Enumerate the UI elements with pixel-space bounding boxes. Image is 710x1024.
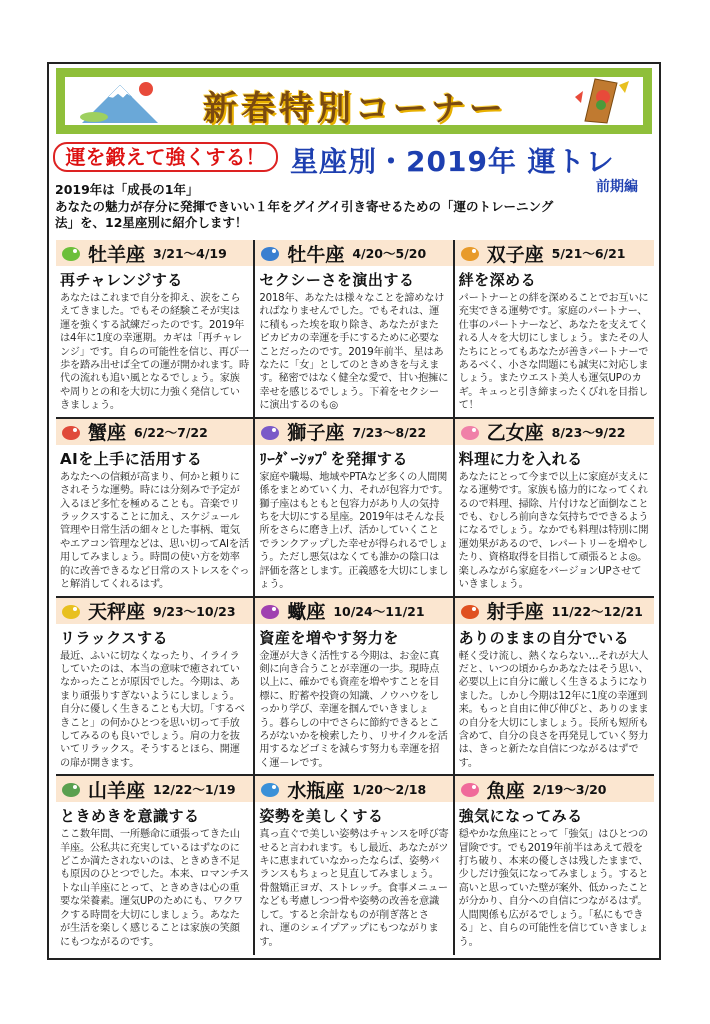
zodiac-theme: 再チャレンジする [60,271,183,289]
zodiac-icon [459,243,481,263]
zodiac-dates: 6/22〜7/22 [134,424,208,440]
zodiac-icon [60,422,82,442]
zodiac-icon [459,779,481,799]
zodiac-sign-name: 乙女座 [486,422,544,445]
zodiac-theme: 絆を深める [458,271,537,289]
zodiac-cell [455,419,654,598]
zodiac-body: 2018年、あなたは様々なことを諦めなければなりませんでした。でもそれは、運に積もった埃を取り除き、あなたがまたピカピカの幸運を手にするために必要なことだったのです。2019年前半、星はあなたに「女」としてのときめきを与えます。秘密ではなく健全な愛で、甘い抱擁に幸せを感じるでしょう。下着をセクシーに演出するのも◎ [259,293,449,412]
zodiac-cell [56,598,255,777]
banner-inner [65,77,643,129]
zodiac-header [56,776,253,802]
zodiac-cell [255,240,454,419]
zodiac-icon [60,601,82,621]
zodiac-dates: 5/21〜6/21 [551,246,626,261]
zodiac-body: 穏やかな魚座にとって「強気」はひとつの冒険です。でも2019年前半はあえて殻を打ち破り、本来の優しさは残したままで、少しだけ強気になってみましょう。すると高いと思っていた壁が案外、低かったことが分かり、自分への自信につながるはず。人間関係も広がるでしょう。「私にもできる」と、自らの可能性を信じていきましょう。 [458,829,649,948]
zodiac-sign-name: 牡羊座 [88,243,146,266]
zodiac-sign-name: 蠍座 [287,601,326,623]
subtitle-left: 運を鍛えて強くする！ [53,142,278,172]
zodiac-icon [60,779,82,799]
zodiac-body: 真っ直ぐで美しい姿勢はチャンスを呼び寄せると言われます。もし最近、あなたがツキに恵まれていなかったならば、姿勢バランスもちょっと見直してみましょう。骨盤矯正ヨガ、ストレッチ。食事メニューなども考慮しつつ骨や姿勢の改善を意識して。すると余計なものが削ぎ落とされ、運のシェイプアップにもつながります。 [259,829,449,948]
zodiac-dates: 4/20〜5/20 [352,246,427,261]
zodiac-theme: ときめきを意識する [60,807,200,826]
zodiac-icon [60,243,82,263]
zodiac-header [455,776,654,802]
zodiac-body: あなたへの信頼が高まり、何かと頼りにされそうな運勢。時には分刻みで予定が入るほど多忙を極めることも。音楽でリラックスすることに加え、スケジュール管理や日常生活の細々とした事柄、電気やエアコン管理などは、思い切ってAIを活用してみましょう。時間の使い方を効率的に改善できるなど日常のストレスをぐっと解消してくれるはず。 [60,471,250,590]
intro-line-2: あなたの魅力が存分に発揮できいい１年をグイグイ引き寄せるための「運のトレーニング [55,198,554,214]
zodiac-cell [255,419,454,598]
zodiac-theme: セクシーさを演出する [259,271,415,289]
zodiac-dates: 12/22〜1/19 [153,782,236,798]
intro-line-3: 法」を、12星座別に紹介します！ [55,215,248,230]
zodiac-header [56,598,253,624]
zodiac-header [255,776,452,802]
zodiac-header [56,240,253,266]
subtitle-tag: 前期編 [596,179,638,195]
zodiac-header [56,419,253,445]
zodiac-dates: 3/21〜4/19 [153,246,227,261]
zodiac-sign-name: 牡牛座 [287,243,345,266]
zodiac-header [255,240,452,266]
zodiac-cell [56,419,255,598]
zodiac-body: 家庭や職場、地域やPTAなど多くの人間関係をまとめていく力、それが包容力です。獅子座はもともと包容力があり人の気持ちを大切にする星座。2019年はそんな長所をさらに磨き上げ、活かしていくことでランクアップした幸せが得られるでしょう。ただし悪気はなくても誰かの陰口は評価を落とします。正義感を大切にしましょう。 [259,471,449,590]
zodiac-body: 金運が大きく活性する今期は、お金に真剣に向き合うことが幸運の一歩。現時点以上に、確かでも資産を増やすことを目標に、貯蓄や投資の知識、ノウハウをしっかり学び、幸運を掴んでいきましょう。暮らしの中でさらに節約できるところがないかを検索したり、リサイクルを活用するなどゴミを減らす努力も幸運を招く運－レです。 [259,650,448,769]
zodiac-body: パートナーとの絆を深めることでお互いに充実できる運勢です。家庭のパートナー、仕事のパートナーなど、あなたを支えてくれる人々を大切にしましょう。またその人たちにとってもあなたが善きパートナーであるべく、小さな問題にも誠実に対応しましょう。またウエスト美人も運気UPのカギ。キュっと引き締まったくびれを目指して！ [458,293,649,412]
zodiac-icon [259,779,281,799]
zodiac-sign-name: 山羊座 [88,779,146,802]
intro [55,182,655,232]
zodiac-theme: 料理に力を入れる [458,449,583,468]
zodiac-theme: 姿勢を美しくする [259,807,384,826]
zodiac-theme: ﾘｰﾀﾞｰｼｯﾌﾟを発揮する [259,449,408,468]
zodiac-dates: 1/20〜2/18 [352,782,427,798]
zodiac-dates: 11/22〜12/21 [551,603,643,619]
mount-fuji-icon [80,79,160,123]
zodiac-body: 最近、ふいに切なくなったり、イライラしていたのは、本当の意味で癒されていなかったことが原因でした。今期は、あまり頑張りすぎないようにしましょう。自分に優しく生きることも大切。「するべきこと」の何かひとつを思い切って手放してみるのも良いでしょう。肩の力を抜いてリラックス。そうするとほら、開運の扉が開きます。 [60,650,245,769]
zodiac-dates: 10/24〜11/21 [333,603,425,619]
zodiac-header [255,598,452,624]
subtitle-right: 星座別・2019年 運トレ [290,145,615,178]
zodiac-cell [56,776,255,955]
hagoita-icon [571,77,631,125]
banner [56,68,652,134]
zodiac-icon [259,422,281,442]
zodiac-body: あなたはこれまで自分を抑え、涙をこらえてきました。でもその経験こそが実は運を強くする試練だったのです。2019年は4年に1度の幸運期。カギは「再チャレンジ」です。自らの可能性を信じ、再び一歩を踏み出せば全ての運が開かれます。時代の流れも追い風となるでしょう。家族や周りとの和を大切に力強く発信していきましょう。 [60,293,249,412]
zodiac-sign-name: 魚座 [486,779,525,802]
zodiac-cell [255,598,454,777]
zodiac-theme: 強気になってみる [458,807,583,826]
zodiac-sign-name: 獅子座 [287,422,345,445]
zodiac-body: あなたにとって今まで以上に家庭が支えになる運勢です。家族も協力的になってくれるので料理、掃除、片付けなど面倒なことでも、むしろ前向きな気持ちでできるようになるでしょう。なかでも料理は特別に開運効果があるので、レパートリーを増やしたり、資格取得を目指して頑張るとよ◎。楽しみながら家庭をバージョンUPさせていきましょう。 [458,471,649,590]
zodiac-grid [56,240,654,955]
zodiac-theme: 資産を増やす努力を [259,628,399,647]
zodiac-cell [455,598,654,777]
zodiac-theme: リラックスする [60,628,169,647]
zodiac-cell [455,776,654,955]
intro-line-1: 2019年は「成長の1年」 [55,182,199,197]
zodiac-body: ここ数年間、一所懸命に頑張ってきた山羊座。公私共に充実しているはずなのにどこか満たされないのは、ときめき不足も原因のひとつでした。本来、ロマンチストな山羊座にとって、ときめきは心の重要な栄養素。運気UPのためにも、ワクワクする時間を大切にしましょう。あなたが生活を楽しく感じることは家族の笑顔にもつながるのです。 [60,829,250,948]
zodiac-sign-name: 射手座 [486,601,544,623]
zodiac-dates: 2/19〜3/20 [532,782,607,798]
zodiac-theme: ありのままの自分でいる [458,628,630,647]
zodiac-header [455,419,654,445]
zodiac-icon [459,422,481,442]
zodiac-sign-name: 蟹座 [88,422,127,445]
zodiac-header [455,598,654,624]
zodiac-header [255,419,452,445]
zodiac-header [455,240,654,266]
zodiac-dates: 8/23〜9/22 [551,424,626,440]
zodiac-icon [259,243,281,263]
zodiac-theme: AIを上手に活用する [60,449,203,468]
zodiac-cell [455,240,654,419]
zodiac-dates: 7/23〜8/22 [352,424,427,440]
banner-title: 新春特別コーナー [203,89,507,129]
zodiac-sign-name: 天秤座 [88,601,146,623]
zodiac-sign-name: 水瓶座 [287,779,345,802]
zodiac-cell [255,776,454,955]
zodiac-body: 軽く受け流し、熱くならない…それが大人だと、いつの頃からかあなたはそう思い、必要以上に自分に厳しく生きるようになりました。しかし今期は12年に1度の幸運到来。もっと自由に伸び伸びと、ありのままの自分を大切にしましょう。長所も短所も含めて、自分の良さを再発見していく努力は、きっと新たな自信につながるはずです。 [458,650,649,769]
zodiac-icon [259,601,281,621]
zodiac-icon [459,601,481,621]
zodiac-dates: 9/23〜10/23 [153,603,236,619]
zodiac-cell [56,240,255,419]
zodiac-sign-name: 双子座 [486,243,544,266]
